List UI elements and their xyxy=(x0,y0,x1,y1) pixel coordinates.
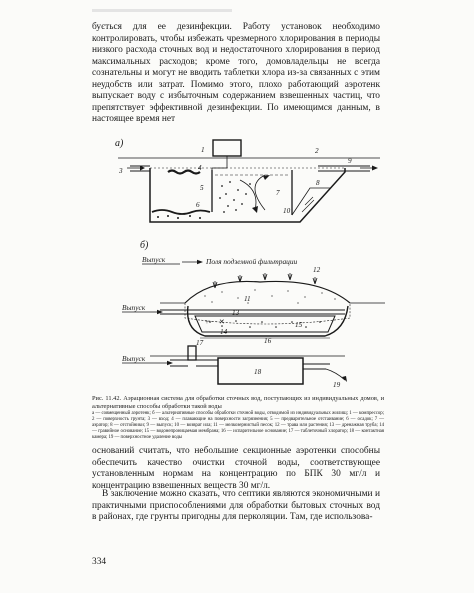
floating-scum xyxy=(168,171,200,174)
field-title: Поля подземной фильтрации xyxy=(206,257,298,266)
svg-text:4: 4 xyxy=(198,164,202,172)
outlet-label-mid: Выпуск xyxy=(122,303,146,312)
svg-text:5: 5 xyxy=(200,184,204,192)
svg-text:2: 2 xyxy=(315,147,319,155)
outlet-label-top: Выпуск xyxy=(142,255,166,264)
svg-text:18: 18 xyxy=(254,368,262,376)
figure-caption: Рис. 11.42. Аэрационная система для обработки сточных вод, поступающих из индивидуальных домов, и альтернативные способы обработки такой воды xyxy=(92,395,384,410)
svg-text:14: 14 xyxy=(220,328,228,336)
compressor xyxy=(213,140,241,156)
panel-b-label: б) xyxy=(140,240,149,251)
surface-outlet xyxy=(303,364,330,369)
svg-text:11: 11 xyxy=(244,295,251,303)
svg-text:13: 13 xyxy=(232,309,240,317)
svg-text:8: 8 xyxy=(316,179,320,187)
svg-text:12: 12 xyxy=(313,266,321,274)
paragraph-bottom-2: В заключение можно сказать, что септики являются экономичными и практичными приспособлениями для обработки бытовых сточных вод в районах, где грунты пригодны для перколяции. Там, где использова- xyxy=(92,489,380,522)
svg-text:17: 17 xyxy=(196,339,204,347)
paragraph-bottom-1: оснований считать, что небольшие секционные аэротенки способны обеспечить качество очистки сточной воды, соответствующее установленным нормам на концентрацию по БПК 30 мг/л и концентрацию взвешенных веществ 30 мг/л. xyxy=(92,446,380,491)
svg-text:7: 7 xyxy=(276,189,280,197)
svg-text:9: 9 xyxy=(348,157,352,165)
svg-text:19: 19 xyxy=(333,381,341,389)
grass xyxy=(213,273,317,288)
sludge-layer xyxy=(152,210,210,214)
paragraph-top: бується для ее дезинфекции. Работу установок необходимо контролировать, чтобы избежать чрезмерного хлорирования в периоды низкого расхода сточных вод и недостаточного хлорирования в период максимальных расходов; кроме того, домовладельцы не всегда сознательны и могут не вводить таблетки хлора из-за связанных с этим неудобств или затрат. Помимо этого, плохо работающий аэротенк выпускает воду с избыточным содержанием взвешенных частиц, что препятствует эффективной дезинфекции. По имеющимся данным, в настоящее время нет xyxy=(92,22,380,124)
sand-mound xyxy=(185,281,350,303)
outlet-label-bottom: Выпуск xyxy=(122,354,146,363)
svg-text:6: 6 xyxy=(196,201,200,209)
tablet-chlorinator xyxy=(188,346,196,360)
svg-text:16: 16 xyxy=(264,337,272,345)
labels-panel-b xyxy=(220,266,321,345)
panel-a-label: а) xyxy=(115,138,124,149)
svg-text:1: 1 xyxy=(201,146,205,154)
page-number: 334 xyxy=(92,557,107,567)
svg-text:10: 10 xyxy=(283,207,291,215)
aeration-arrow-2 xyxy=(240,180,256,210)
aeration-arrow-1 xyxy=(255,175,265,210)
svg-text:+ · · ✕: + · · ✕ xyxy=(205,318,225,326)
outlet-pipe xyxy=(318,166,370,171)
sand-stipple xyxy=(204,289,335,303)
svg-text:15: 15 xyxy=(295,321,303,329)
svg-text:3: 3 xyxy=(119,167,123,175)
aerator-bubbles xyxy=(219,181,251,213)
figure-legend: а — совмещенный аэротенк; б — альтернативные способы обработки сточной воды, отводимой из индивидуальных жилищ; 1 — компрессор; 2 — поверхность грунта; 3 — вход; 4 — плавающие на поверхности загрязнения; 5 — предварительное отстаивание; 6 — осадок; 7 — аэратор; 8 — отстойники; 9 — выпуск; 10 — возврат ила; 11 — мелкозернистый песок; 12 — трава или растения; 13 — дренажная труба; 14 — гравийное основание; 15 — водонепроницаемая мембрана; 16 — испарительное основание; 17 — таблеточный хлоратор; 18 — контактная камера; 19 — поверхностное удаление воды xyxy=(92,411,384,441)
